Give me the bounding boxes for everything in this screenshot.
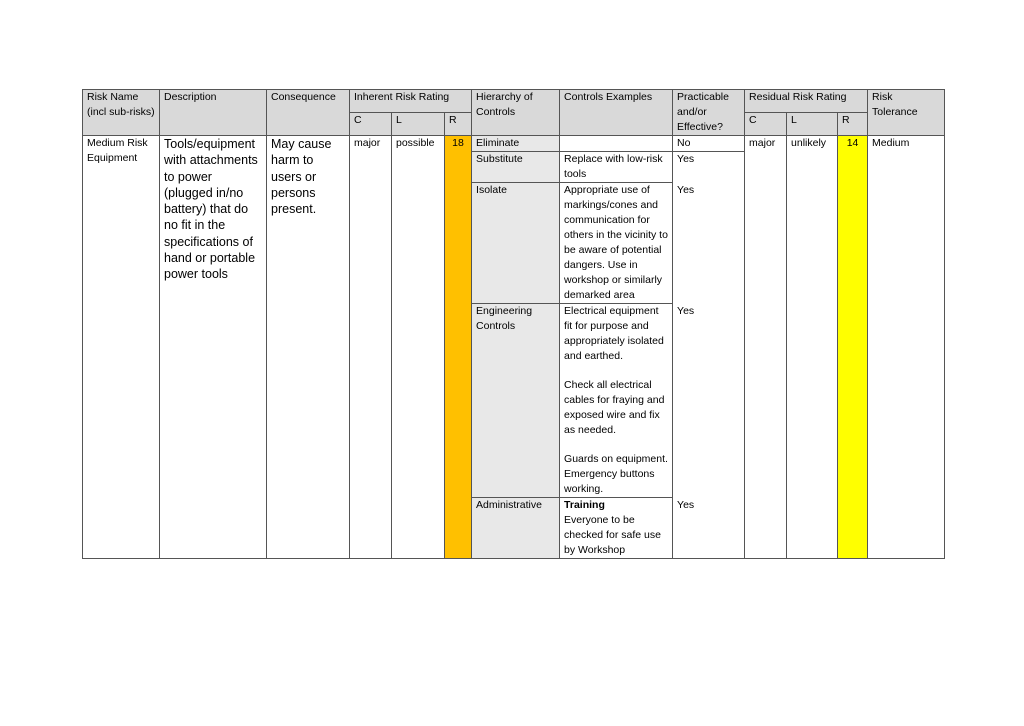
cell-practicable-isolate: Yes	[673, 183, 745, 304]
engineering-paragraph-2: Check all electrical cables for fraying and exposed wire and fix as needed.	[564, 379, 665, 436]
header-residual-r: R	[838, 113, 868, 136]
cell-practicable-administrative: Yes	[673, 498, 745, 559]
cell-consequence: May cause harm to users or persons present.	[267, 136, 350, 559]
header-controls-examples: Controls Examples	[560, 90, 673, 136]
header-inherent-c: C	[350, 113, 392, 136]
header-risk-name: Risk Name (incl sub-risks)	[83, 90, 160, 136]
cell-practicable-eliminate: No	[673, 136, 745, 152]
header-risk-tolerance: Risk Tolerance	[868, 90, 945, 136]
header-residual-c: C	[745, 113, 787, 136]
risk-assessment-table	[82, 89, 945, 559]
cell-example-isolate: Appropriate use of markings/cones and communication for others in the vicinity to be aware of potential dangers. Use in workshop or similarly demarked area	[560, 183, 673, 304]
cell-inherent-l: possible	[392, 136, 445, 559]
cell-inherent-r: 18	[445, 136, 472, 559]
cell-hierarchy-engineering: Engineering Controls	[472, 304, 560, 498]
header-inherent-r: R	[445, 113, 472, 136]
cell-risk-name: Medium Risk Equipment	[83, 136, 160, 559]
header-hierarchy-of-controls: Hierarchy of Controls	[472, 90, 560, 136]
cell-example-eliminate	[560, 136, 673, 152]
engineering-paragraph-1: Electrical equipment fit for purpose and appropriately isolated and earthed.	[564, 305, 664, 362]
cell-residual-r: 14	[838, 136, 868, 559]
cell-hierarchy-isolate: Isolate	[472, 183, 560, 304]
header-inherent-risk-rating: Inherent Risk Rating	[350, 90, 472, 113]
cell-example-engineering	[560, 304, 673, 498]
header-practicable: Practicable and/or Effective?	[673, 90, 745, 136]
header-inherent-l: L	[392, 113, 445, 136]
engineering-paragraph-3: Guards on equipment. Emergency buttons working.	[564, 453, 668, 495]
cell-hierarchy-administrative: Administrative	[472, 498, 560, 559]
cell-residual-l: unlikely	[787, 136, 838, 559]
cell-residual-c: major	[745, 136, 787, 559]
header-residual-risk-rating: Residual Risk Rating	[745, 90, 868, 113]
cell-hierarchy-eliminate: Eliminate	[472, 136, 560, 152]
cell-example-substitute: Replace with low-risk tools	[560, 152, 673, 183]
training-heading: Training	[564, 499, 605, 511]
training-text: Everyone to be checked for safe use by Workshop	[564, 514, 661, 556]
cell-practicable-substitute: Yes	[673, 152, 745, 183]
cell-tolerance: Medium	[868, 136, 945, 559]
cell-inherent-c: major	[350, 136, 392, 559]
cell-description: Tools/equipment with attachments to power (plugged in/no battery) that do no fit in the specifications of hand or portable power tools	[160, 136, 267, 559]
header-residual-l: L	[787, 113, 838, 136]
cell-practicable-engineering: Yes	[673, 304, 745, 498]
header-consequence: Consequence	[267, 90, 350, 136]
cell-example-administrative	[560, 498, 673, 559]
header-description: Description	[160, 90, 267, 136]
cell-hierarchy-substitute: Substitute	[472, 152, 560, 183]
